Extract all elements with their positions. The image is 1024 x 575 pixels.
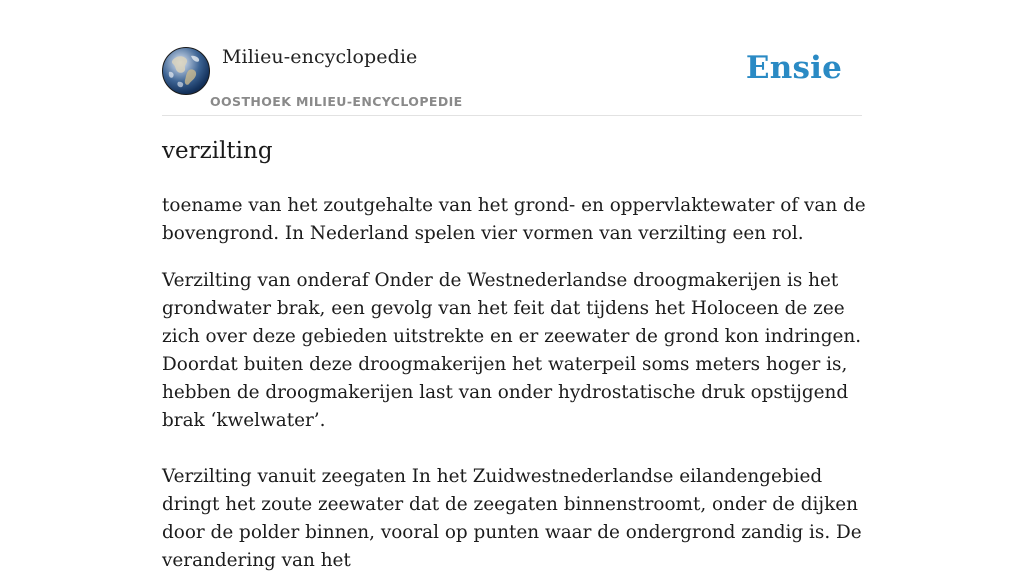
article-body [162, 192, 867, 575]
site-subtitle[interactable]: OOSTHOEK MILIEU-ENCYCLOPEDIE [210, 94, 463, 109]
article-paragraph: Verzilting vanuit zeegaten In het Zuidwestnederlandse eilandengebied dringt het zoute zeewater dat de zeegaten binnenstroomt, onder de dijken door de polder binnen, vooral op punten waar de ondergrond zandig is. De verandering van het [162, 466, 862, 571]
site-name[interactable]: Milieu-encyclopedie [222, 46, 418, 68]
site-header [162, 44, 862, 116]
article-paragraph: toename van het zoutgehalte van het grond- en oppervlaktewater of van de bovengrond. In Nederland spelen vier vormen van verzilting een rol. [162, 195, 866, 244]
page-title: verzilting [162, 138, 273, 164]
brand-logo[interactable]: Ensie [745, 50, 842, 86]
article-paragraph: Verzilting van onderaf Onder de Westnederlandse droogmakerijen is het grondwater brak, een gevolg van het feit dat tijdens het Holoceen de zee zich over deze gebieden uitstrekte en er zeewater de grond kon indringen. Doordat buiten deze droogmakerijen het waterpeil soms meters hoger is, hebben de droogmakerijen last van onder hydrostatische druk opstijgend brak ‘kwelwater’. [162, 270, 862, 431]
earth-globe-icon[interactable] [162, 47, 210, 95]
